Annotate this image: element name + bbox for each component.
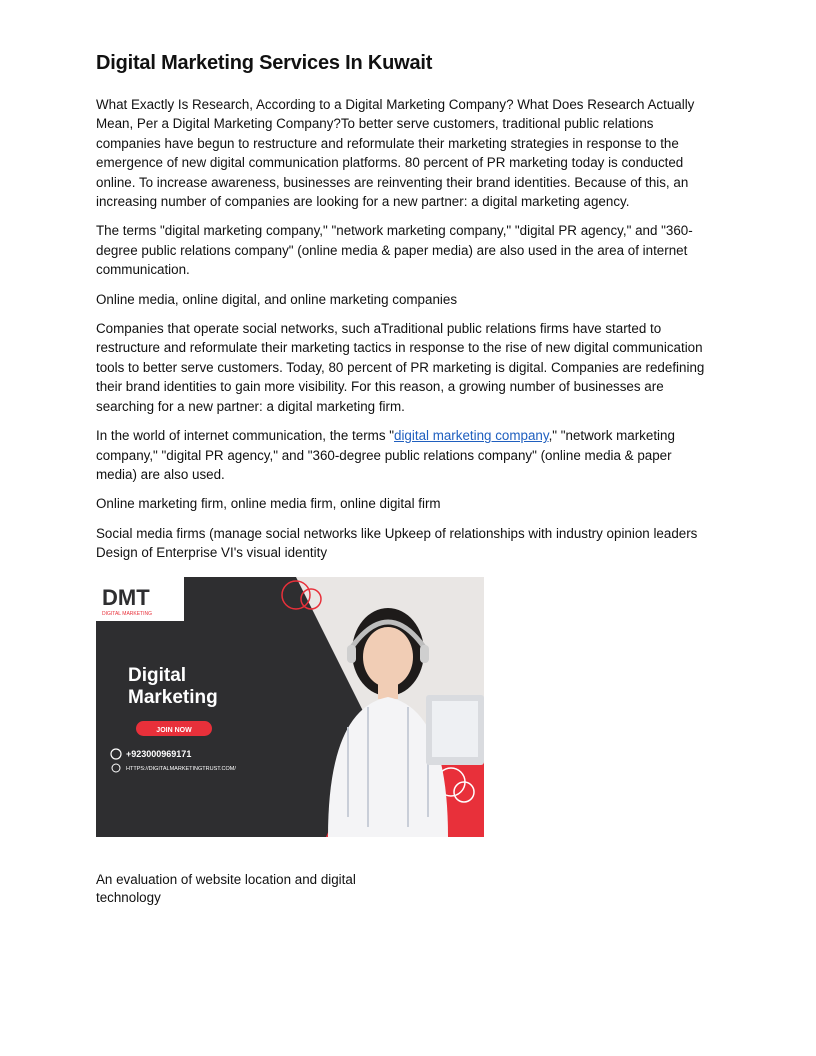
banner-url: HTTPS://DIGITALMARKETINGTRUST.COM/: [126, 765, 236, 772]
paragraph-2: The terms "digital marketing company," "network marketing company," "digital PR agency," and "360-degree public relations company" (online media & paper media) are also used in the area of internet communication.: [96, 223, 693, 278]
document-title: Digital Marketing Services In Kuwait: [96, 52, 433, 74]
paragraph-6: Online marketing firm, online media firm, online digital firm: [96, 496, 441, 512]
paragraph-5-start: In the world of internet communication, the terms ": [96, 428, 394, 444]
banner-graphic: [96, 577, 484, 837]
paragraph-7-line-2: Design of Enterprise VI's visual identity: [96, 545, 328, 561]
image-caption: An evaluation of website location and digital technology: [96, 871, 356, 905]
digital-marketing-banner-image: [96, 577, 484, 837]
banner-phone: +923000969171: [126, 748, 192, 759]
document-page: [96, 52, 716, 907]
paragraph-7-line-1: Social media firms (manage social networks like Upkeep of relationships with industry opinion leaders: [96, 525, 698, 541]
join-now-text: JOIN NOW: [156, 726, 192, 734]
banner-headline-line-2: Marketing: [128, 686, 218, 708]
paragraph-5-end: ," "network marketing company," "digital PR agency," and "360-degree public relations company" (online media & paper media) are also used.: [96, 428, 675, 482]
paragraph-5: [96, 426, 716, 484]
paragraph-7: [96, 524, 716, 563]
paragraph-3: Online media, online digital, and online marketing companies: [96, 291, 458, 307]
logo-subtext: DIGITAL MARKETING: [102, 610, 153, 617]
paragraph-4: Companies that operate social networks, such aTraditional public relations firms have started to restructure and reformulate their marketing tactics in response to the rise of new digital communication tools to better serve customers. Today, 80 percent of PR marketing is digital. Companies are redefining their brand identities to gain more visibility. For this reason, a growing number of businesses are searching for a new partner: a digital marketing firm.: [96, 321, 705, 414]
paragraph-1: What Exactly Is Research, According to a Digital Marketing Company? What Does Research Actually Mean, Per a Digital Marketing Company?To better serve customers, traditional public relations companies have begun to restructure and reformulate their marketing strategies in response to the emergence of new digital communication platforms. 80 percent of PR marketing today is conducted online. To increase awareness, businesses are reinventing their brand identities. Because of this, an increasing number of companies are looking for a new partner: a digital marketing agency.: [96, 97, 695, 210]
digital-marketing-company-link[interactable]: digital marketing company: [394, 428, 549, 444]
banner-headline-line-1: Digital: [128, 664, 187, 686]
logo-text: DMT: [102, 584, 150, 610]
